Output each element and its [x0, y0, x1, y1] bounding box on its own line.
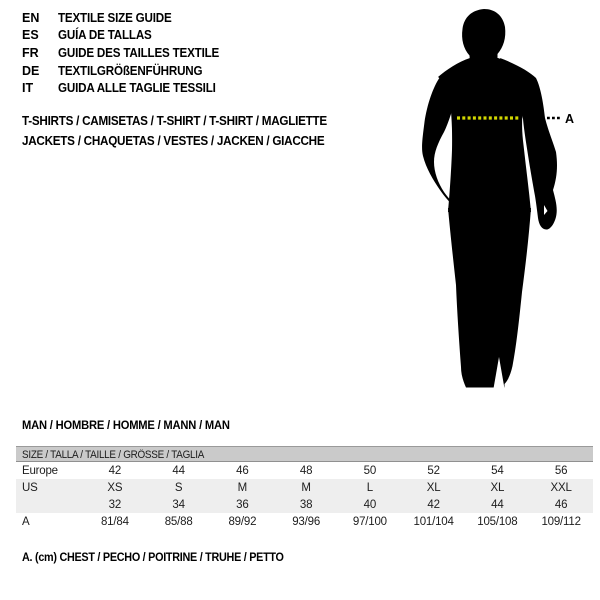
table-row-us: [16, 479, 593, 496]
language-row: [22, 44, 231, 62]
man-silhouette-figure: [400, 0, 600, 400]
size-cell: XL: [490, 481, 505, 494]
garment-line-tshirts: T-SHIRTS / CAMISETAS / T-SHIRT / T-SHIRT / MAGLIETTE: [22, 112, 327, 128]
size-table-header: SIZE / TALLA / TAILLE / GRÖSSE / TAGLIA: [16, 446, 593, 462]
language-code: IT: [22, 81, 34, 96]
size-cell: M: [237, 481, 248, 494]
size-cell: 56: [554, 464, 568, 477]
size-cell: 85/88: [164, 515, 193, 528]
language-code: DE: [22, 63, 40, 78]
language-row: [22, 62, 231, 80]
size-cell: 42: [427, 498, 440, 511]
size-cell: 97/100: [352, 515, 387, 528]
language-row: [22, 79, 231, 97]
language-code: EN: [22, 10, 40, 25]
language-list: [22, 9, 231, 97]
garment-line-jackets: JACKETS / CHAQUETAS / VESTES / JACKEN / GIACCHE: [22, 132, 325, 148]
measure-label-a: A: [565, 112, 575, 126]
language-label: GUIDA ALLE TAGLIE TESSILI: [58, 81, 216, 96]
size-cell: 109/112: [541, 515, 581, 528]
language-label: TEXTILGRÖßENFÜHRUNG: [58, 63, 203, 78]
language-row: [22, 27, 231, 45]
language-label: GUÍA DE TALLAS: [58, 28, 152, 43]
size-cell: 44: [172, 464, 185, 477]
size-cell: 52: [427, 464, 440, 477]
row-label: Europe: [22, 464, 58, 477]
man-silhouette-shape: [422, 9, 557, 388]
size-cell: 32: [108, 498, 122, 511]
size-cell: XXL: [550, 481, 572, 494]
language-code: FR: [22, 45, 39, 60]
size-cell: 101/104: [413, 515, 454, 528]
size-cell: 34: [172, 498, 185, 511]
size-cell: 50: [363, 464, 377, 477]
row-label: US: [22, 481, 38, 494]
footnote-chest-measure: A. (cm) CHEST / PECHO / POITRINE / TRUHE / PETTO: [22, 550, 284, 564]
section-title-man: MAN / HOMBRE / HOMME / MANN / MAN: [22, 418, 230, 432]
size-table: [16, 446, 593, 530]
language-code: ES: [22, 28, 39, 43]
size-cell: 89/92: [228, 515, 257, 528]
size-cell: 81/84: [100, 515, 129, 528]
size-cell: 54: [491, 464, 504, 477]
size-cell: 105/108: [477, 515, 518, 528]
size-cell: 40: [363, 498, 377, 511]
size-cell: 44: [491, 498, 504, 511]
language-label: TEXTILE SIZE GUIDE: [58, 10, 172, 25]
size-cell: XL: [426, 481, 441, 494]
size-cell: 38: [299, 498, 313, 511]
man-silhouette-svg: [400, 0, 600, 400]
size-cell: XS: [107, 481, 123, 494]
size-cell: 46: [554, 498, 568, 511]
size-cell: S: [174, 481, 183, 494]
size-cell: 42: [108, 464, 122, 477]
size-cell: M: [301, 481, 311, 494]
size-cell: 93/96: [292, 515, 321, 528]
size-cell: 48: [299, 464, 313, 477]
table-row-europe: [16, 462, 593, 479]
size-cell: L: [366, 481, 373, 494]
garment-types: [22, 110, 361, 150]
size-cell: 46: [236, 464, 249, 477]
size-table-grid: [16, 462, 593, 530]
language-row: [22, 9, 231, 27]
size-cell: 36: [236, 498, 249, 511]
table-row-numeric: [16, 496, 593, 513]
language-label: GUIDE DES TAILLES TEXTILE: [58, 45, 220, 60]
table-row-chest-a: [16, 513, 593, 530]
row-label: A: [22, 515, 30, 528]
row-label: [16, 496, 83, 513]
